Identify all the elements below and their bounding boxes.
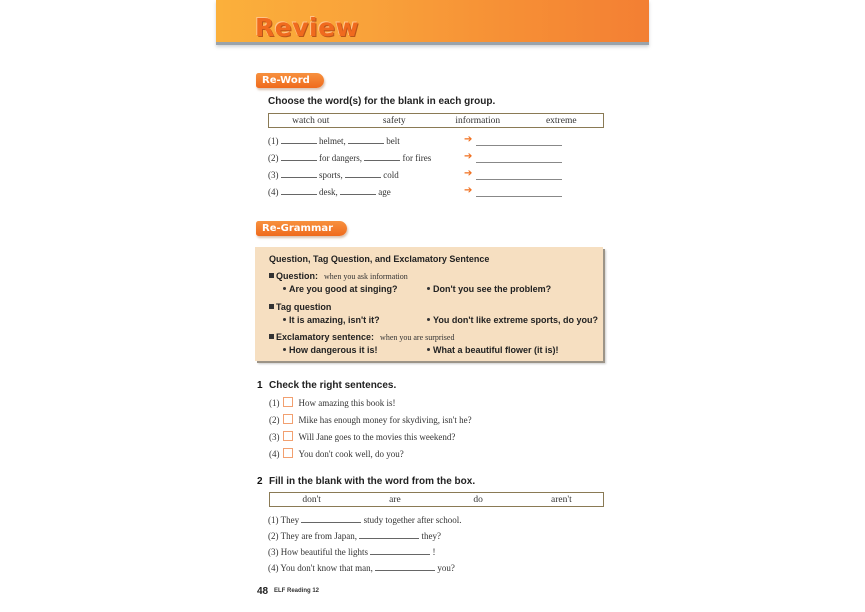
check-item [269, 397, 396, 408]
item-text-before: (1) They [268, 515, 300, 525]
answer-line[interactable] [476, 145, 562, 146]
blank[interactable] [340, 186, 376, 195]
fill-item [268, 514, 462, 525]
item-text: Mike has enough money for skydiving, isn't he? [298, 415, 472, 425]
grammar-example [283, 284, 398, 294]
item-text-after: they? [421, 531, 442, 541]
reword-word-box [268, 113, 604, 128]
bullet-icon [283, 348, 286, 351]
exercise-1-number: 1 [257, 380, 263, 391]
item-middle-text: desk, [319, 187, 338, 197]
item-number: (1) [268, 136, 279, 146]
word-option: watch out [292, 115, 330, 126]
reword-item [268, 135, 400, 146]
exercise-2-word-box [269, 492, 604, 507]
blank[interactable] [345, 169, 381, 178]
item-number: (3) [269, 432, 280, 442]
item-end-text: cold [383, 170, 399, 180]
item-text: Will Jane goes to the movies this weekend? [298, 432, 456, 442]
word-option: aren't [551, 494, 572, 505]
item-number: (1) [269, 398, 280, 408]
reword-item [268, 169, 399, 180]
square-bullet-icon [269, 304, 274, 309]
answer-line[interactable] [476, 179, 562, 180]
check-item [269, 448, 404, 459]
page-header-banner [216, 0, 649, 45]
workbook-page [216, 0, 649, 612]
grammar-example [427, 315, 598, 325]
item-text-after: you? [437, 563, 455, 573]
grammar-title: Question, Tag Question, and Exclamatory Sentence [269, 254, 490, 264]
bullet-icon [283, 318, 286, 321]
item-text-after: ! [432, 547, 436, 557]
item-text: You don't cook well, do you? [298, 449, 404, 459]
section-note: when you ask information [324, 272, 408, 281]
exercise-2-number: 2 [257, 476, 263, 487]
blank[interactable] [375, 562, 435, 571]
blank[interactable] [281, 186, 317, 195]
blank[interactable] [364, 152, 400, 161]
word-option: are [389, 494, 401, 505]
grammar-section-question [269, 271, 408, 281]
checkbox[interactable] [283, 414, 293, 424]
grammar-example [283, 315, 380, 325]
item-text-before: (2) They are from Japan, [268, 531, 358, 541]
arrow-right-icon: ➔ [464, 134, 473, 145]
item-end-text: belt [386, 136, 400, 146]
example-text: Are you good at singing? [289, 284, 398, 294]
checkbox[interactable] [283, 397, 293, 407]
fill-item [268, 530, 441, 541]
bullet-icon [427, 287, 430, 290]
example-text: You don't like extreme sports, do you? [433, 315, 598, 325]
fill-item [268, 546, 435, 557]
item-text: How amazing this book is! [298, 398, 396, 408]
item-end-text: age [378, 187, 391, 197]
regrammar-badge: Re-Grammar [256, 221, 347, 236]
item-middle-text: for dangers, [319, 153, 362, 163]
item-number: (4) [269, 449, 280, 459]
word-option: information [455, 115, 501, 126]
blank[interactable] [281, 169, 317, 178]
arrow-right-icon: ➔ [464, 168, 473, 179]
bullet-icon [427, 348, 430, 351]
example-text: How dangerous it is! [289, 345, 378, 355]
exercise-2-instruction: Fill in the blank with the word from the box. [269, 476, 476, 487]
grammar-box [255, 247, 603, 361]
example-text: Don't you see the problem? [433, 284, 552, 294]
checkbox[interactable] [283, 448, 293, 458]
section-label: Tag question [276, 302, 332, 312]
answer-line[interactable] [476, 162, 562, 163]
book-title: ELF Reading 12 [274, 588, 320, 594]
square-bullet-icon [269, 334, 274, 339]
item-text-after: study together after school. [363, 515, 462, 525]
example-text: It is amazing, isn't it? [289, 315, 380, 325]
check-item [269, 414, 472, 425]
square-bullet-icon [269, 273, 274, 278]
blank[interactable] [348, 135, 384, 144]
item-middle-text: sports, [319, 170, 343, 180]
reword-item [268, 152, 431, 163]
section-label: Question: [276, 271, 318, 281]
bullet-icon [427, 318, 430, 321]
fill-item [268, 562, 455, 573]
section-label: Exclamatory sentence: [276, 332, 375, 342]
arrow-right-icon: ➔ [464, 185, 473, 196]
word-option: extreme [545, 115, 577, 126]
reword-item [268, 186, 391, 197]
page-number: 48 [257, 586, 269, 597]
grammar-section-exclamatory [269, 332, 454, 342]
blank[interactable] [281, 135, 317, 144]
exercise-1-instruction: Check the right sentences. [269, 380, 397, 391]
word-option: safety [382, 115, 406, 126]
check-item [269, 431, 455, 442]
blank[interactable] [359, 530, 419, 539]
section-note: when you are surprised [380, 333, 455, 342]
word-option: do [473, 494, 483, 505]
item-text-before: (3) How beautiful the lights [268, 547, 368, 557]
page-title: Review [255, 13, 360, 42]
grammar-example [427, 284, 551, 294]
arrow-right-icon: ➔ [464, 151, 473, 162]
blank[interactable] [301, 514, 361, 523]
bullet-icon [283, 287, 286, 290]
item-number: (4) [268, 187, 279, 197]
reword-instruction: Choose the word(s) for the blank in each group. [268, 96, 496, 107]
grammar-section-tag-question [269, 302, 331, 312]
item-number: (2) [268, 153, 279, 163]
reword-badge: Re-Word [256, 73, 324, 88]
item-end-text: for fires [402, 153, 432, 163]
item-middle-text: helmet, [319, 136, 346, 146]
example-text: What a beautiful flower (it is)! [433, 345, 559, 355]
checkbox[interactable] [283, 431, 293, 441]
blank[interactable] [281, 152, 317, 161]
grammar-example [427, 345, 559, 355]
item-text-before: (4) You don't know that man, [268, 563, 373, 573]
answer-line[interactable] [476, 196, 562, 197]
word-option: don't [302, 494, 321, 505]
grammar-example [283, 345, 378, 355]
blank[interactable] [370, 546, 430, 555]
item-number: (2) [269, 415, 280, 425]
item-number: (3) [268, 170, 279, 180]
